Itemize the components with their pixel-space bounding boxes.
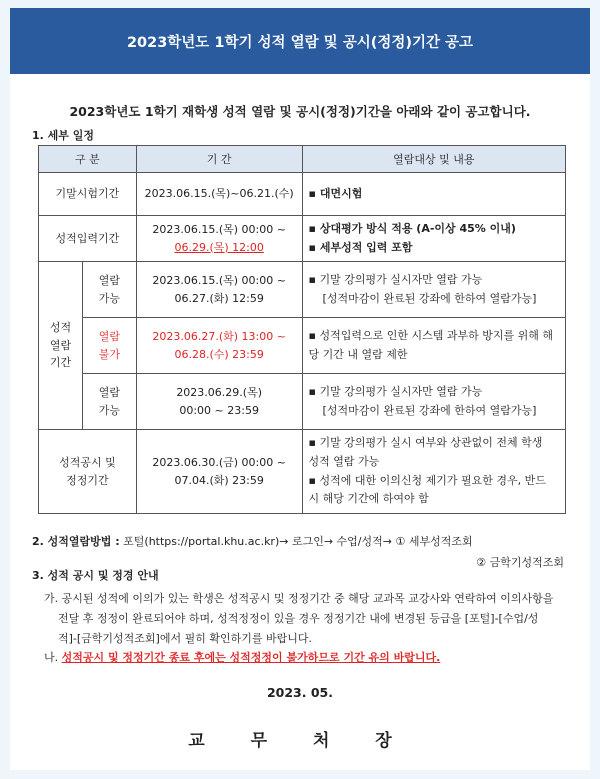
viewing-row3-label [82,374,136,430]
disclosure-content [302,430,565,514]
table-row [39,430,566,514]
notice-body [44,589,572,668]
content-line: 시 해당 기간에 하여야 함 [308,492,429,506]
grade-input-period [136,216,302,262]
table-row [39,216,566,262]
content-line: ▪ 성적에 대한 이의신청 제기가 필요한 경우, 반드 [308,473,546,487]
content-line: 당 기간 내 열람 제한 [308,347,408,361]
content-line: ▪ 기말 강의평가 실시자만 열람 가능 [308,384,483,398]
notice-na-prefix: 나. [44,651,62,665]
notice-sheet [10,8,590,770]
schedule-table [38,145,566,514]
header-content: 열람대상 및 내용 [302,146,565,173]
viewing-row1-content [302,262,565,318]
notice-ga-line: 전달 후 정정이 완료되어야 하며, 성적정정이 있을 경우 정정기간 내에 변경된 등급을 [포털]-[수업/성 [58,611,539,625]
period-line: 00:00 ~ 23:59 [179,403,259,417]
table-header-row [39,146,566,173]
viewing-row2-period [136,318,302,374]
period-line: 2023.06.30.(금) 00:00 ~ [152,455,286,469]
grade-input-label: 성적입력기간 [39,216,137,262]
viewing-group-label [39,262,83,430]
label-line: 열람 [98,385,120,399]
final-exam-period: 2023.06.15.(목)~06.21.(수) [136,173,302,216]
content-line: ▪ 상대평가 방식 적용 (A-이상 45% 이내) [308,221,516,235]
viewing-row1-period [136,262,302,318]
final-exam-label: 기말시험기간 [39,173,137,216]
method-path: 포털(https://portal.khu.ac.kr)→ 로그인→ 수업/성적→ ① 세부성적조회 [123,535,473,548]
group-label-line: 기간 [49,356,72,370]
viewing-row3-period [136,374,302,430]
content-line: ▪ 성적입력으로 인한 시스템 과부하 방지를 위해 해 [308,328,553,342]
table-row [39,262,566,318]
banner-title: 2023학년도 1학기 성적 열람 및 공시(정정)기간 공고 [10,8,590,74]
label-line: 열람 [98,273,120,287]
viewing-row2-content [302,318,565,374]
label-line: 열람 [98,329,120,343]
content-line: ▪ 기말 강의평가 실시자만 열람 가능 [308,272,483,286]
table-row [39,374,566,430]
content-line: ▪ 세부성적 입력 포함 [308,240,413,254]
label-line: 성적공시 및 [59,455,116,469]
signature: 교 무 처 장 [188,731,412,751]
method-line [32,532,572,553]
notice-ga-line: 가. 공시된 성적에 이의가 있는 학생은 성적공시 및 정정기간 중 해당 교과목 교강사와 연락하여 이의사항을 [44,592,554,605]
header-category: 구 분 [39,146,137,173]
grade-input-content [302,216,565,262]
label-line: 가능 [98,291,120,305]
viewing-row2-label [82,318,136,374]
viewing-row3-content [302,374,565,430]
period-line: 2023.06.15.(목) 00:00 ~ [152,273,286,287]
period-line: 2023.06.15.(목) 00:00 ~ [152,222,286,236]
group-label-line: 열람 [49,338,72,352]
intro-text: 2023학년도 1학기 재학생 성적 열람 및 공시(정정)기간을 아래와 같이 공고합니다. [69,104,531,119]
group-label-line: 성적 [49,321,72,335]
period-line-deadline: 06.29.(목) 12:00 [174,240,264,254]
label-line: 가능 [98,403,120,417]
label-line: 정정기간 [66,473,109,487]
period-line: 06.28.(수) 23:59 [174,347,264,361]
header-period: 기 간 [136,146,302,173]
content-line: [성적마감이 완료된 강좌에 한하여 열람가능] [322,403,537,417]
content-line: ▪ 기말 강의평가 실시 여부와 상관없이 전체 학생 [308,436,543,450]
notice-warning: 성적공시 및 정정기간 종료 후에는 성적정정이 불가하므로 기간 유의 바랍니다. [61,651,441,665]
viewing-row1-label [82,262,136,318]
content-line: [성적마감이 완료된 강좌에 한하여 열람가능] [322,291,537,305]
period-line: 2023.06.27.(화) 13:00 ~ [152,329,286,343]
period-line: 07.04.(화) 23:59 [174,473,264,487]
label-line: 불가 [98,347,120,361]
disclosure-label [39,430,137,514]
table-row [39,318,566,374]
notice-ga-line: 적]-[금학기성적조회]에서 필히 확인하기를 바랍니다. [58,631,312,645]
section3-title: 3. 성적 공시 및 정경 안내 [32,569,159,582]
period-line: 2023.06.29.(목) [176,385,262,399]
period-line: 06.27.(화) 12:59 [174,291,264,305]
table-row [39,173,566,216]
method-label: 2. 성적열람방법 : [32,535,120,548]
method-line2: ② 금학기성적조회 [476,555,564,569]
section1-title: 1. 세부 일정 [32,129,94,142]
notice-na-line [44,648,572,668]
notice-date: 2023. 05. [266,685,334,700]
final-exam-content: ▪ 대면시험 [302,173,565,216]
content-line: 성적 열람 가능 [308,454,380,468]
disclosure-period [136,430,302,514]
